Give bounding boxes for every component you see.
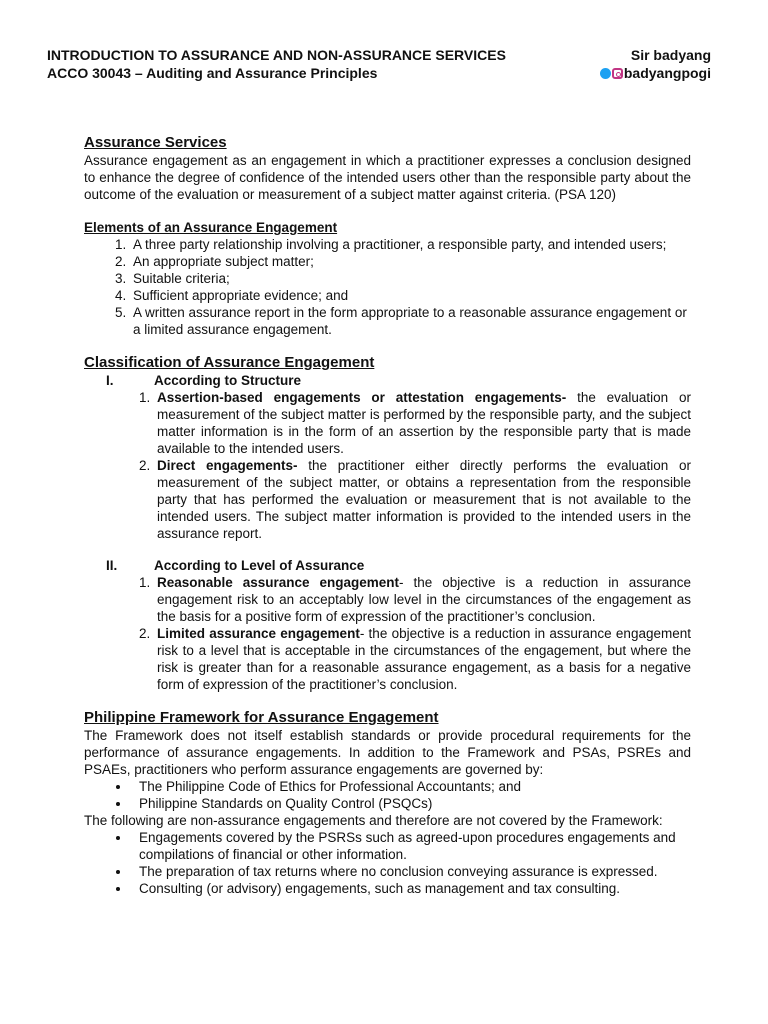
level-list (84, 574, 691, 693)
list-item: • Philippine Standards on Quality Control (PSQCs) (131, 795, 691, 812)
structure-label: According to Structure (154, 373, 302, 388)
definition: the evaluation or measurement of the subject matter is performed by the responsible party, and the subject matter information is in the form of an assertion by the responsible party that is made available to the intended users. (157, 390, 691, 456)
elements-heading: Elements of an Assurance Engagement (84, 220, 338, 235)
document-header (47, 46, 711, 82)
list-item (154, 625, 691, 693)
instagram-icon (612, 68, 623, 79)
list-item: 5. A written assurance report in the form appropriate to a reasonable assurance engagement or a limited assurance engagement. (130, 304, 691, 338)
list-item: • Engagements covered by the PSRSs such as agreed-upon procedures engagements and compilations of financial or other information. (131, 829, 691, 863)
list-item: 1. A three party relationship involving a practitioner, a responsible party, and intended users; (130, 236, 691, 253)
term: Direct engagements- (157, 458, 298, 473)
roman-numeral: I. (106, 373, 114, 388)
structure-list (84, 389, 691, 542)
social-handle (600, 64, 711, 82)
definition: - the objective is a reduction in assurance engagement risk to a level that is acceptable in the circumstances of the engagement, but where the risk is greater than for a reasonable assurance engagement, as a basis for a negative form of expression of the practitioner’s conclusion. (157, 626, 691, 692)
term: Limited assurance engagement (157, 626, 360, 641)
list-item: 2. An appropriate subject matter; (130, 253, 691, 270)
list-item: 4. Sufficient appropriate evidence; and (130, 287, 691, 304)
elements-list (84, 236, 691, 338)
framework-heading: Philippine Framework for Assurance Engagement (84, 709, 439, 726)
level-header (84, 557, 691, 574)
governed-by-list (84, 778, 691, 812)
document-title: INTRODUCTION TO ASSURANCE AND NON-ASSURANCE SERVICES (47, 47, 506, 63)
structure-header (84, 372, 691, 389)
definition: - the objective is a reduction in assurance engagement risk to an acceptably low level in the circumstances of the engagement as the basis for a positive form of expression of the practitioner’s conclusion. (157, 575, 692, 624)
document-body (84, 134, 691, 897)
non-assurance-intro: The following are non-assurance engagements and therefore are not covered by the Framework: (84, 813, 663, 828)
roman-numeral: II. (106, 558, 118, 573)
list-item: • The Philippine Code of Ethics for Professional Accountants; and (131, 778, 691, 795)
term: Assertion-based engagements or attestation engagements- (157, 390, 567, 405)
assurance-services-heading: Assurance Services (84, 134, 227, 151)
twitter-icon (600, 68, 611, 79)
classification-heading: Classification of Assurance Engagement (84, 354, 375, 371)
handle-text: badyangpogi (623, 65, 711, 81)
author-name: Sir badyang (630, 47, 711, 63)
course-code: ACCO 30043 – Auditing and Assurance Principles (47, 65, 378, 81)
list-item (154, 457, 691, 542)
term: Reasonable assurance engagement (157, 575, 400, 590)
list-item (154, 389, 691, 457)
level-label: According to Level of Assurance (154, 558, 365, 573)
list-item (154, 574, 691, 625)
list-item: • The preparation of tax returns where no conclusion conveying assurance is expressed. (131, 863, 691, 880)
assurance-definition: Assurance engagement as an engagement in which a practitioner expresses a conclusion designed to enhance the degree of confidence of the intended users other than the responsible party about the outcome of the evaluation or measurement of a subject matter against criteria. (PSA 120) (84, 153, 691, 202)
framework-intro: The Framework does not itself establish standards or provide procedural requirements for the performance of assurance engagements. In addition to the Framework and PSAs, PSREs and PSAEs, practitioners who perform assurance engagements are governed by: (84, 728, 691, 777)
non-assurance-list (84, 829, 691, 897)
definition: the practitioner either directly performs the evaluation or measurement of the subject matter, or obtains a representation from the responsible party that has performed the evaluation or measurement that is not available to the intended users. The subject matter information is provided to the intended users in the assurance report. (157, 458, 691, 541)
list-item: 3. Suitable criteria; (130, 270, 691, 287)
list-item: • Consulting (or advisory) engagements, such as management and tax consulting. (131, 880, 691, 897)
